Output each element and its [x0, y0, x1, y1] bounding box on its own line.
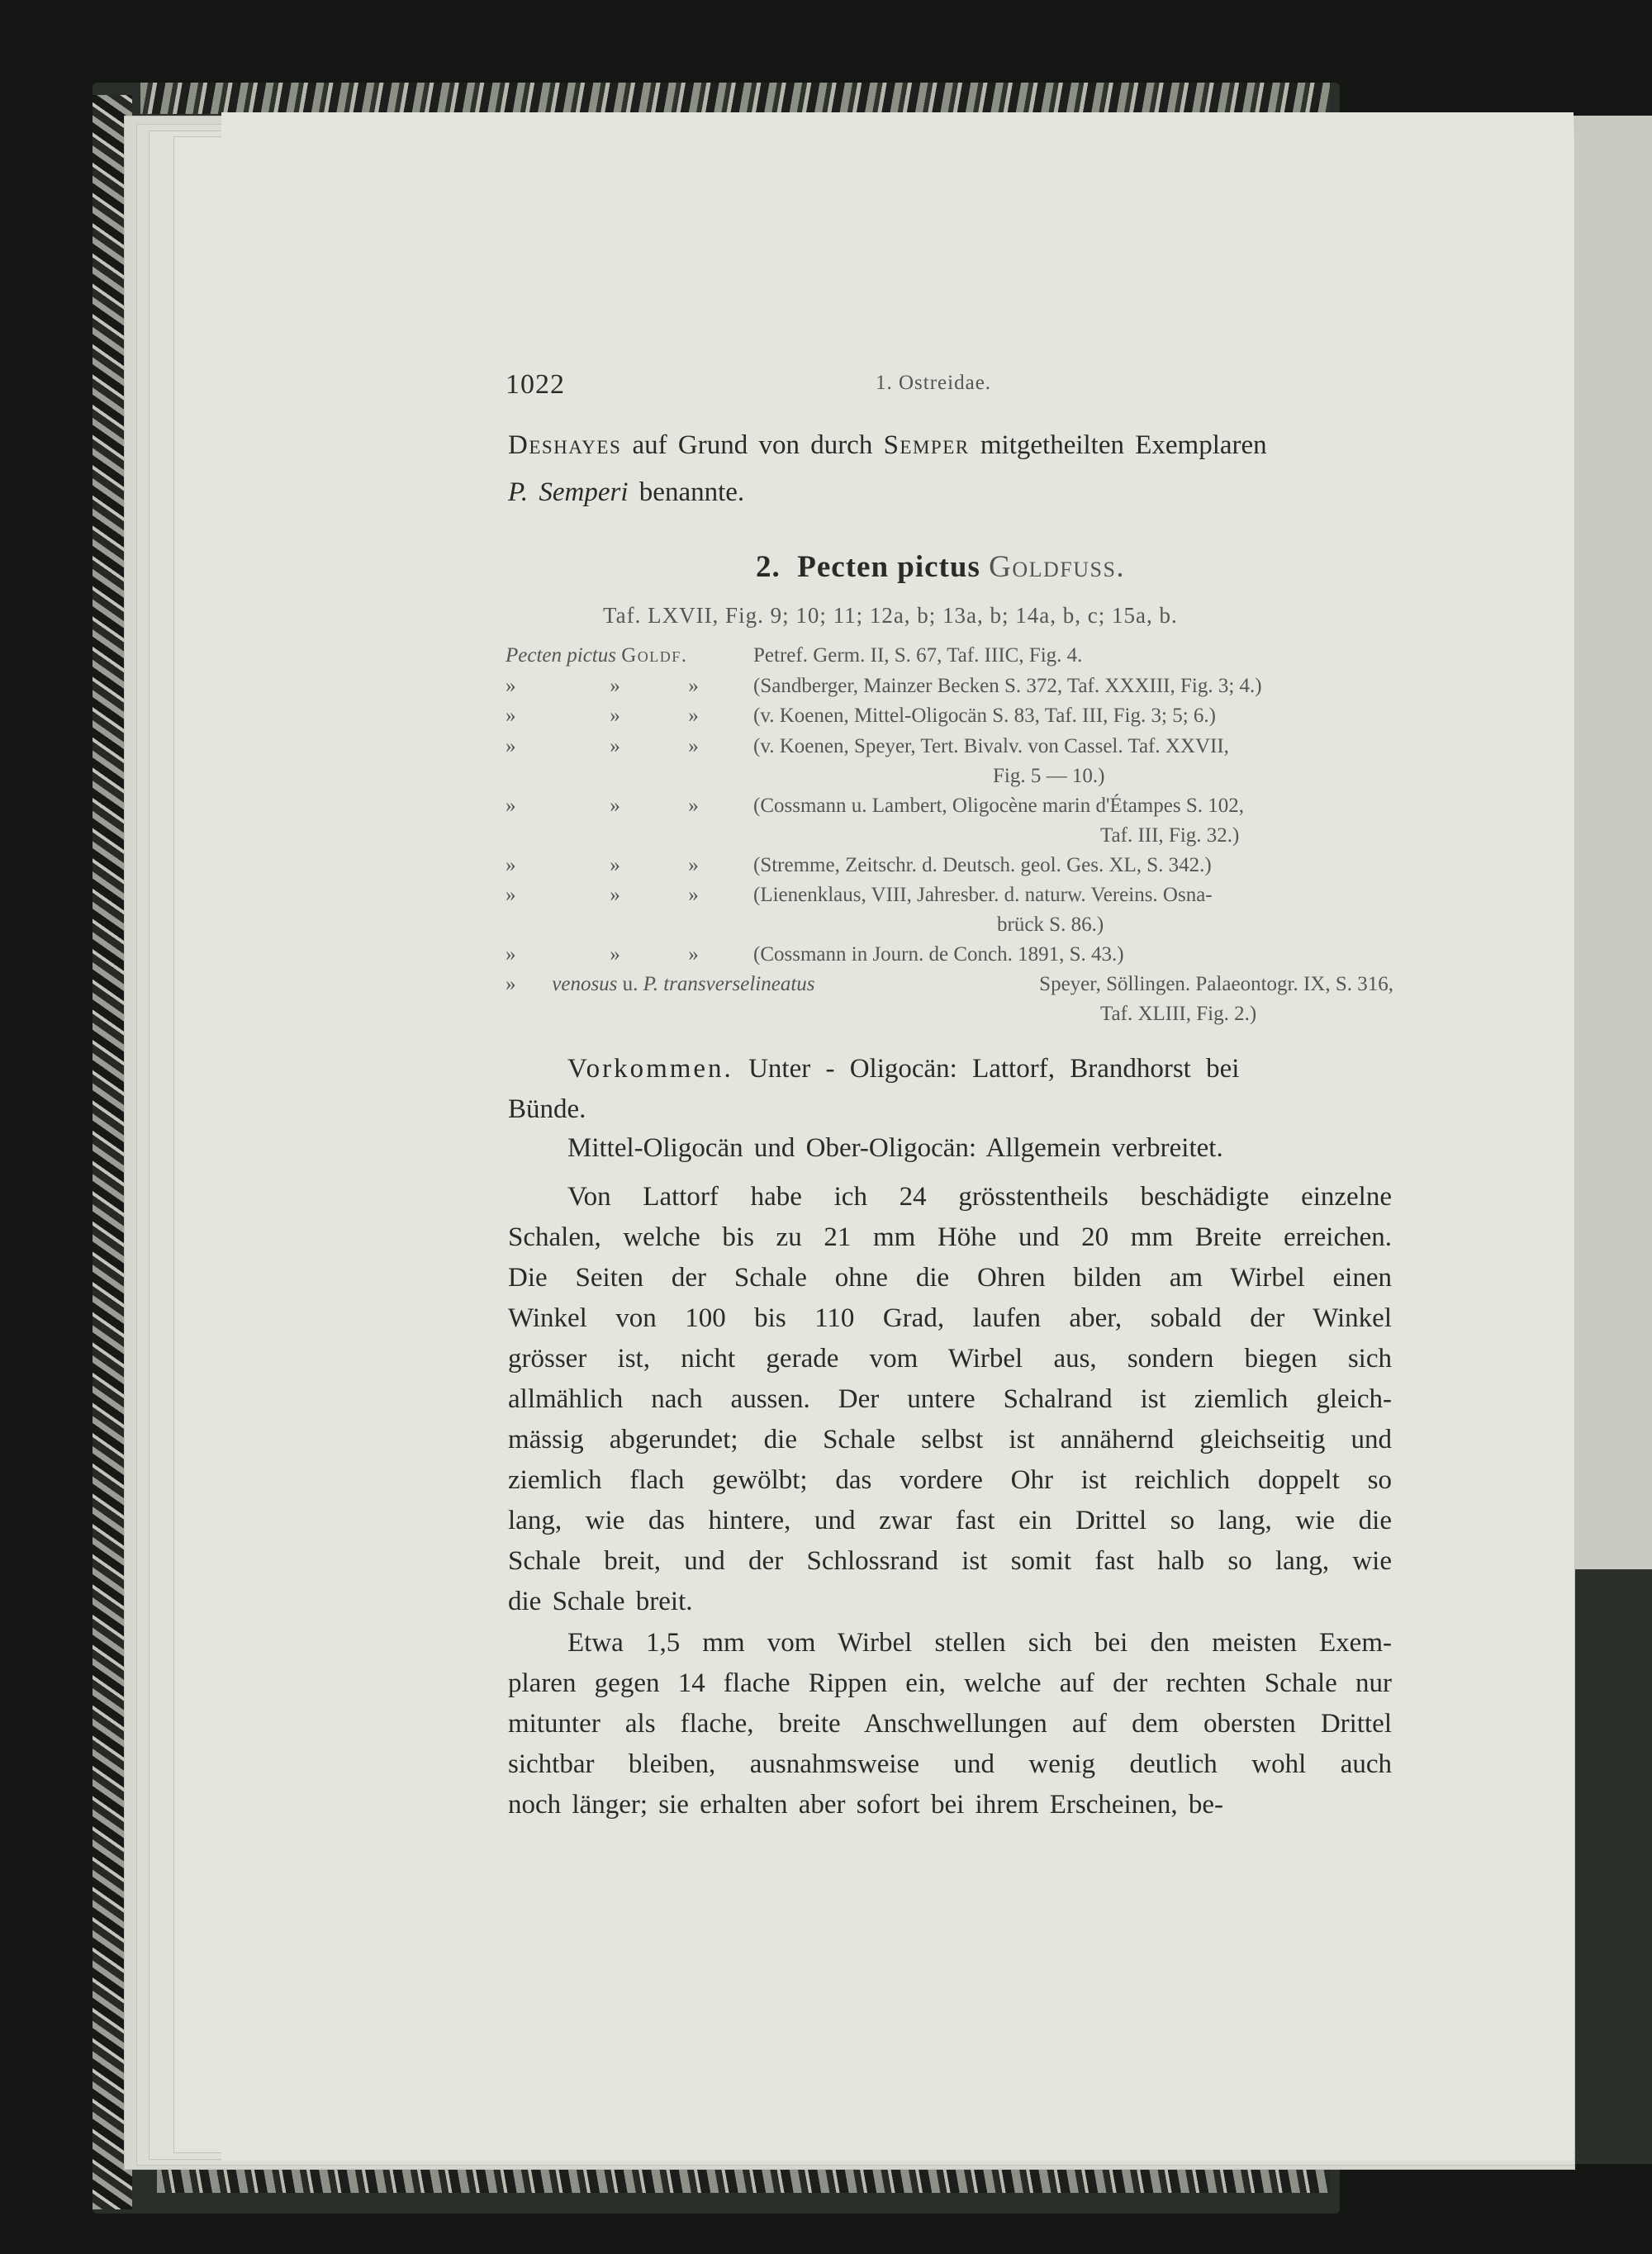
page-number: 1022 — [506, 369, 565, 400]
synonymy-label: » » » — [506, 795, 699, 817]
text-line: Die Seiten der Schale ohne die Ohren bilden am Wirbel einen — [508, 1263, 1392, 1293]
description-paragraph-2 — [508, 1623, 1392, 1825]
description-paragraph-1 — [508, 1177, 1392, 1622]
synonymy-label: » » » — [506, 675, 699, 697]
synonymy-reference: (Sandberger, Mainzer Becken S. 372, Taf. XXXIII, Fig. 3; 4.) — [753, 675, 1262, 697]
synonymy-reference: (Stremme, Zeitschr. d. Deutsch. geol. Ges. XL, S. 342.) — [753, 854, 1212, 876]
intro-line-2: P. Semperi benannte. — [508, 477, 745, 507]
synonymy-continuation: Taf. III, Fig. 32.) — [1100, 824, 1240, 847]
synonymy-continuation: brück S. 86.) — [997, 913, 1104, 936]
synonymy-continuation: Fig. 5 — 10.) — [993, 765, 1105, 787]
text-line: Etwa 1,5 mm vom Wirbel stellen sich bei den meisten Exem- — [567, 1628, 1392, 1658]
synonymy-reference: (v. Koenen, Speyer, Tert. Bivalv. von Cassel. Taf. XXVII, — [753, 735, 1229, 757]
text-line: die Schale breit. — [508, 1587, 693, 1616]
occurrence-line-2: Bünde. — [508, 1094, 586, 1124]
species-heading: 2. Pecten pictus Goldfuss. — [756, 550, 1126, 584]
synonymy-label: » » » — [506, 884, 699, 906]
text-line: plaren gegen 14 flache Rippen ein, welche auf der rechten Schale nur — [508, 1668, 1392, 1698]
synonymy-reference: Speyer, Söllingen. Palaeontogr. IX, S. 316, — [1039, 973, 1393, 995]
synonymy-label: » » » — [506, 735, 699, 757]
text-line: allmählich nach aussen. Der untere Schalrand ist ziemlich gleich- — [508, 1384, 1392, 1414]
text-line: Winkel von 100 bis 110 Grad, laufen aber, sobald der Winkel — [508, 1303, 1392, 1333]
synonymy-reference: (Cossmann u. Lambert, Oligocène marin d'Étampes S. 102, — [753, 795, 1244, 817]
synonymy-label: Pecten pictus Goldf. — [506, 644, 688, 667]
synonymy-label: » venosus u. P. transverselineatus — [506, 973, 815, 995]
text-line: Von Lattorf habe ich 24 grösstentheils beschädigte einzelne — [567, 1182, 1392, 1212]
synonymy-label: » » » — [506, 705, 699, 727]
text-line: ziemlich flach gewölbt; das vordere Ohr ist reichlich doppelt so — [508, 1465, 1392, 1495]
running-title: 1. Ostreidae. — [876, 372, 992, 394]
text-line: sichtbar bleiben, ausnahmsweise und wenig deutlich wohl auch — [508, 1749, 1392, 1779]
text-line: mässig abgerundet; die Schale selbst ist annähernd gleichseitig und — [508, 1425, 1392, 1454]
synonymy-reference: (Lienenklaus, VIII, Jahresber. d. naturw. Vereins. Osna- — [753, 884, 1213, 906]
text-line: grösser ist, nicht gerade vom Wirbel aus, sondern biegen sich — [508, 1344, 1392, 1374]
occurrence-section — [508, 1049, 1392, 1169]
plate-reference: Taf. LXVII, Fig. 9; 10; 11; 12a, b; 13a, b; 14a, b, c; 15a, b. — [603, 603, 1178, 628]
occurrence-line: Vorkommen. Unter - Oligocän: Lattorf, Brandhorst bei — [567, 1054, 1240, 1084]
synonymy-reference: (Cossmann in Journ. de Conch. 1891, S. 43.) — [753, 943, 1124, 966]
text-line: mitunter als flache, breite Anschwellungen auf dem obersten Drittel — [508, 1709, 1392, 1739]
text-line: noch länger; sie erhalten aber sofort bei ihrem Erscheinen, be- — [508, 1790, 1223, 1820]
occurrence-mittel: Mittel-Oligocän und Ober-Oligocän: Allgemein verbreitet. — [567, 1133, 1223, 1163]
marbled-edge-top — [140, 83, 1330, 114]
synonymy-reference: Petref. Germ. II, S. 67, Taf. IIIC, Fig. 4. — [753, 644, 1083, 667]
intro-paragraph — [508, 425, 1392, 513]
text-line: lang, wie das hintere, und zwar fast ein Drittel so lang, wie die — [508, 1506, 1392, 1535]
synonymy-continuation: Taf. XLIII, Fig. 2.) — [1100, 1003, 1257, 1025]
synonymy-label: » » » — [506, 854, 699, 876]
text-line: Schale breit, und der Schlossrand ist somit fast halb so lang, wie — [508, 1546, 1392, 1576]
text-line: Schalen, welche bis zu 21 mm Höhe und 20 mm Breite erreichen. — [508, 1222, 1392, 1252]
intro-line-1: Deshayes auf Grund von durch Semper mitgetheilten Exemplaren — [508, 430, 1267, 460]
adjacent-cover — [1574, 1569, 1652, 2164]
synonymy-reference: (v. Koenen, Mittel-Oligocän S. 83, Taf. III, Fig. 3; 5; 6.) — [753, 705, 1216, 727]
synonymy-label: » » » — [506, 943, 699, 966]
